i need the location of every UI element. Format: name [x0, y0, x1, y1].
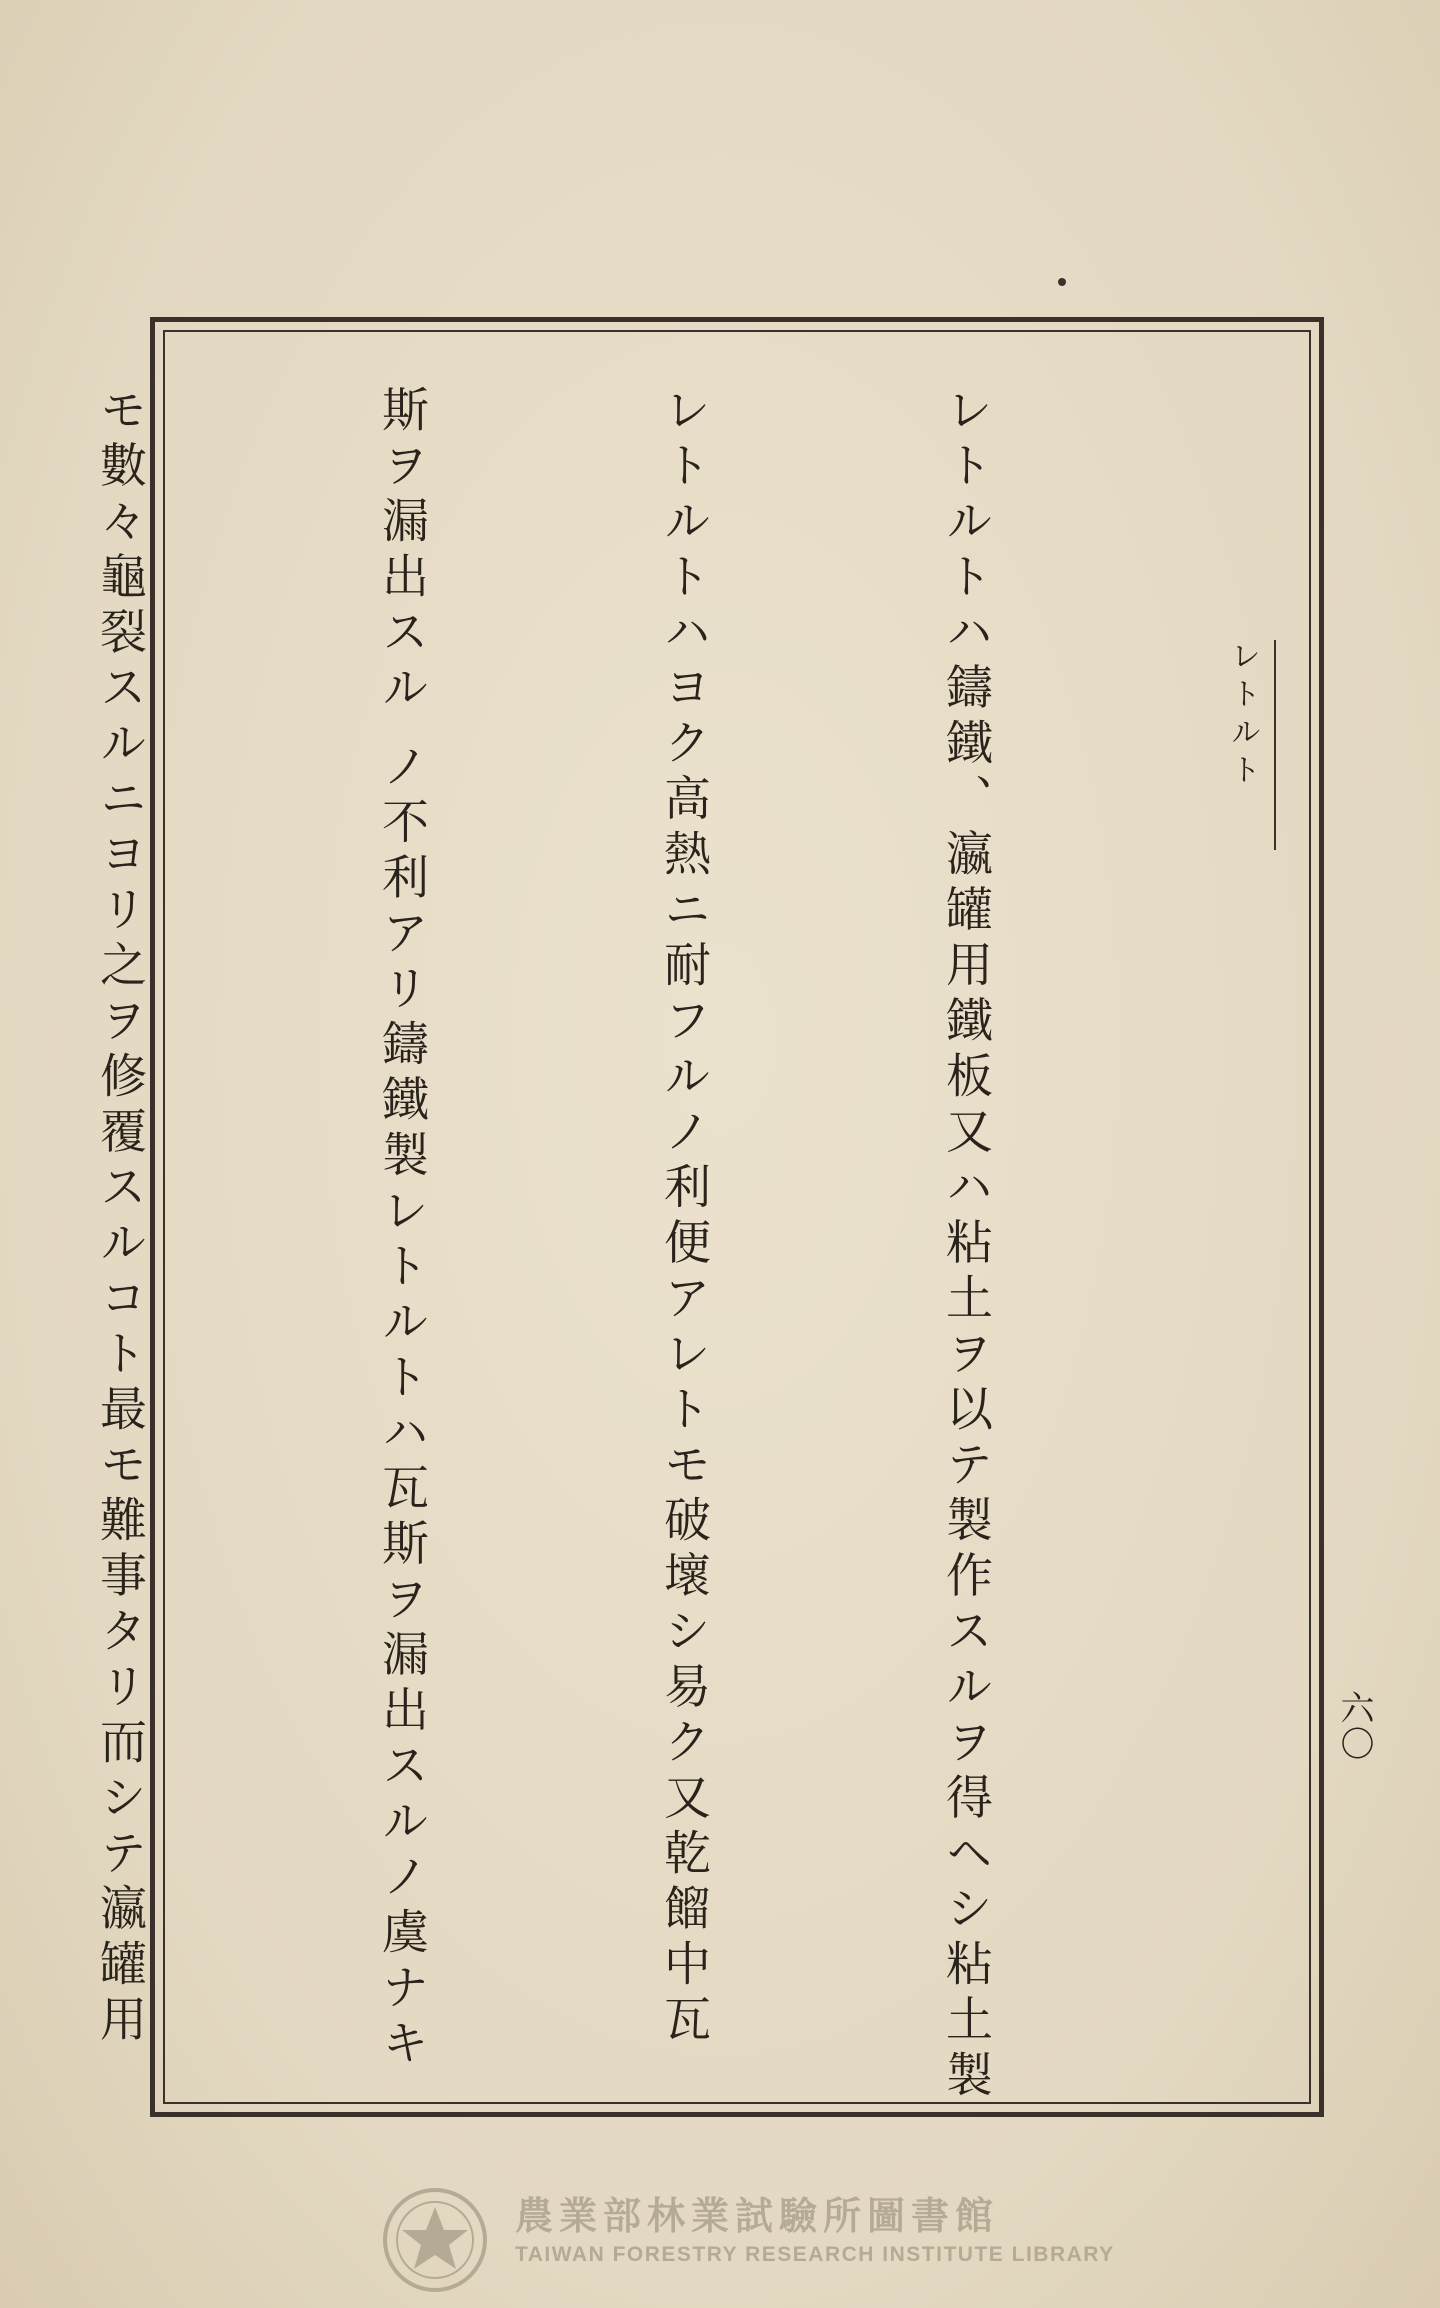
ink-speck	[1058, 278, 1066, 286]
text-line-3: 斯ヲ漏出スル ノ不利アリ鑄鐵製レトルトハ瓦斯ヲ漏出スルノ虞ナキ	[374, 385, 429, 2074]
body-text	[92, 385, 1200, 2106]
running-header: レトルト	[1220, 640, 1276, 850]
text-line-2: レトルトハヨク高熱ニ耐フルノ利便アレトモ破壞シ易ク又乾餾中瓦	[656, 385, 711, 2050]
text-line-1: レトルトハ鑄鐵、瀛罐用鐵板又ハ粘土ヲ以テ製作スルヲ得ヘシ粘土製	[938, 385, 993, 2106]
library-watermark	[380, 2185, 1115, 2285]
library-seal-icon	[380, 2185, 490, 2295]
library-name-chinese: 農業部林業試驗所圖書館	[515, 2194, 1000, 2238]
text-line-4: モ數々龜裂スルニヨリ之ヲ修覆スルコト最モ難事タリ而シテ瀛罐用	[92, 385, 147, 2050]
library-name-english: TAIWAN FORESTRY RESEARCH INSTITUTE LIBRARY	[515, 2243, 1115, 2266]
page-number: 六〇	[1334, 1690, 1374, 1762]
